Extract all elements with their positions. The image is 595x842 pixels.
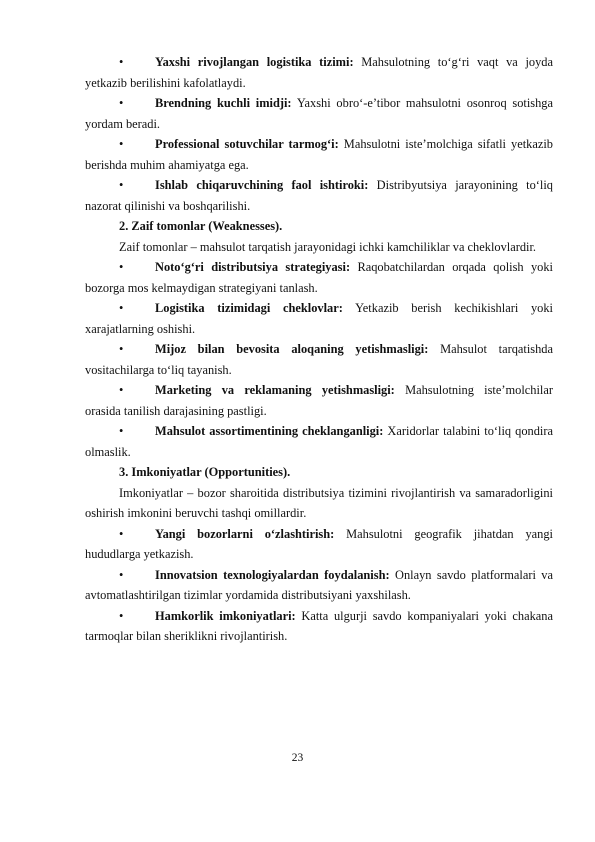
bullet-icon: • — [119, 526, 124, 541]
list-item — [85, 421, 553, 462]
list-item-description: Xaridorlar talabini to‘liq qondira olmaslik. — [85, 424, 553, 459]
list-item-term: Hamkorlik imkoniyatlari: — [155, 608, 296, 623]
bullet-icon: • — [119, 301, 124, 315]
list-item — [85, 134, 553, 175]
list-item — [85, 257, 553, 298]
bullet-icon: • — [119, 608, 124, 623]
list-item-term: Logistika tizimidagi cheklovlar: — [155, 301, 343, 315]
list-item-term: Brendning kuchli imidji: — [155, 96, 292, 110]
bullet-icon: • — [119, 342, 124, 356]
bullet-icon: • — [119, 137, 124, 151]
list-item — [85, 175, 553, 216]
list-item-description: Mahsulotning to‘g‘ri vaqt va joyda yetkazib berilishini kafolatlaydi. — [85, 55, 553, 90]
list-item — [85, 298, 553, 339]
page-number: 23 — [291, 752, 304, 764]
bullet-icon: • — [119, 567, 124, 582]
list-item-description: Yetkazib berish kechikishlari yoki xarajatlarning oshishi. — [85, 301, 553, 336]
list-item-term: Professional sotuvchilar tarmog‘i: — [155, 137, 339, 151]
bullet-icon: • — [119, 424, 124, 438]
list-item-term: Ishlab chiqaruvchining faol ishtiroki: — [155, 178, 369, 192]
list-item-term: Mijoz bilan bevosita aloqaning yetishmasligi: — [155, 342, 429, 356]
list-item-term: Yangi bozorlarni o‘zlashtirish: — [155, 526, 335, 541]
bullet-icon: • — [119, 55, 124, 69]
list-item — [85, 606, 553, 647]
list-item-term: Innovatsion texnologiyalardan foydalanish: — [155, 567, 390, 582]
list-item-description: Mahsulotni iste’molchiga sifatli yetkazib berishda muhim ahamiyatga ega. — [85, 137, 553, 172]
list-item-term: Noto‘g‘ri distributsiya strategiyasi: — [155, 260, 351, 274]
list-item — [85, 380, 553, 421]
section-heading: 3. Imkoniyatlar (Opportunities). — [119, 465, 291, 479]
bullet-icon: • — [119, 383, 124, 397]
list-item-term: Yaxshi rivojlangan logistika tizimi: — [155, 55, 354, 69]
paragraph: Zaif tomonlar – mahsulot tarqatish jarayonidagi ichki kamchiliklar va cheklovlardir. — [119, 239, 537, 254]
list-item-description: Katta ulgurji savdo kompaniyalari yoki chakana tarmoqlar bilan sheriklikni rivojlantirish. — [85, 608, 553, 643]
list-item — [85, 565, 553, 606]
list-item-description: Onlayn savdo platformalari va avtomatlashtirilgan tizimlar yordamida distributsiyani yaxshilash. — [85, 567, 553, 602]
document-body — [85, 52, 553, 647]
list-item-description: Yaxshi obro‘-e’tibor mahsulotni osonroq sotishga yordam beradi. — [85, 96, 553, 131]
list-item-description: Raqobatchilardan orqada qolish yoki bozorga mos kelmaydigan strategiyani tanlash. — [85, 260, 553, 295]
list-item — [85, 52, 553, 93]
list-item-term: Marketing va reklamaning yetishmasligi: — [155, 383, 395, 397]
bullet-icon: • — [119, 96, 124, 110]
list-item-description: Mahsulotning iste’molchilar orasida tanilish darajasining pastligi. — [85, 383, 553, 418]
list-item-description: Mahsulotni geografik jihatdan yangi hududlarga yetkazish. — [85, 526, 553, 561]
list-item-description: Mahsulot tarqatishda vositachilarga to‘liq tayanish. — [85, 342, 553, 377]
paragraph: Imkoniyatlar – bozor sharoitida distributsiya tizimini rivojlantirish va samaradorligini oshirish imkonini beruvchi tashqi omillardir. — [85, 485, 553, 520]
list-item-description: Distribyutsiya jarayonining to‘liq nazorat qilinishi va boshqarilishi. — [85, 178, 553, 213]
list-item — [85, 524, 553, 565]
bullet-icon: • — [119, 260, 124, 274]
bullet-icon: • — [119, 178, 124, 192]
list-item — [85, 93, 553, 134]
list-item-term: Mahsulot assortimentining cheklanganligi: — [155, 424, 384, 438]
section-heading: 2. Zaif tomonlar (Weaknesses). — [119, 219, 283, 233]
list-item — [85, 339, 553, 380]
